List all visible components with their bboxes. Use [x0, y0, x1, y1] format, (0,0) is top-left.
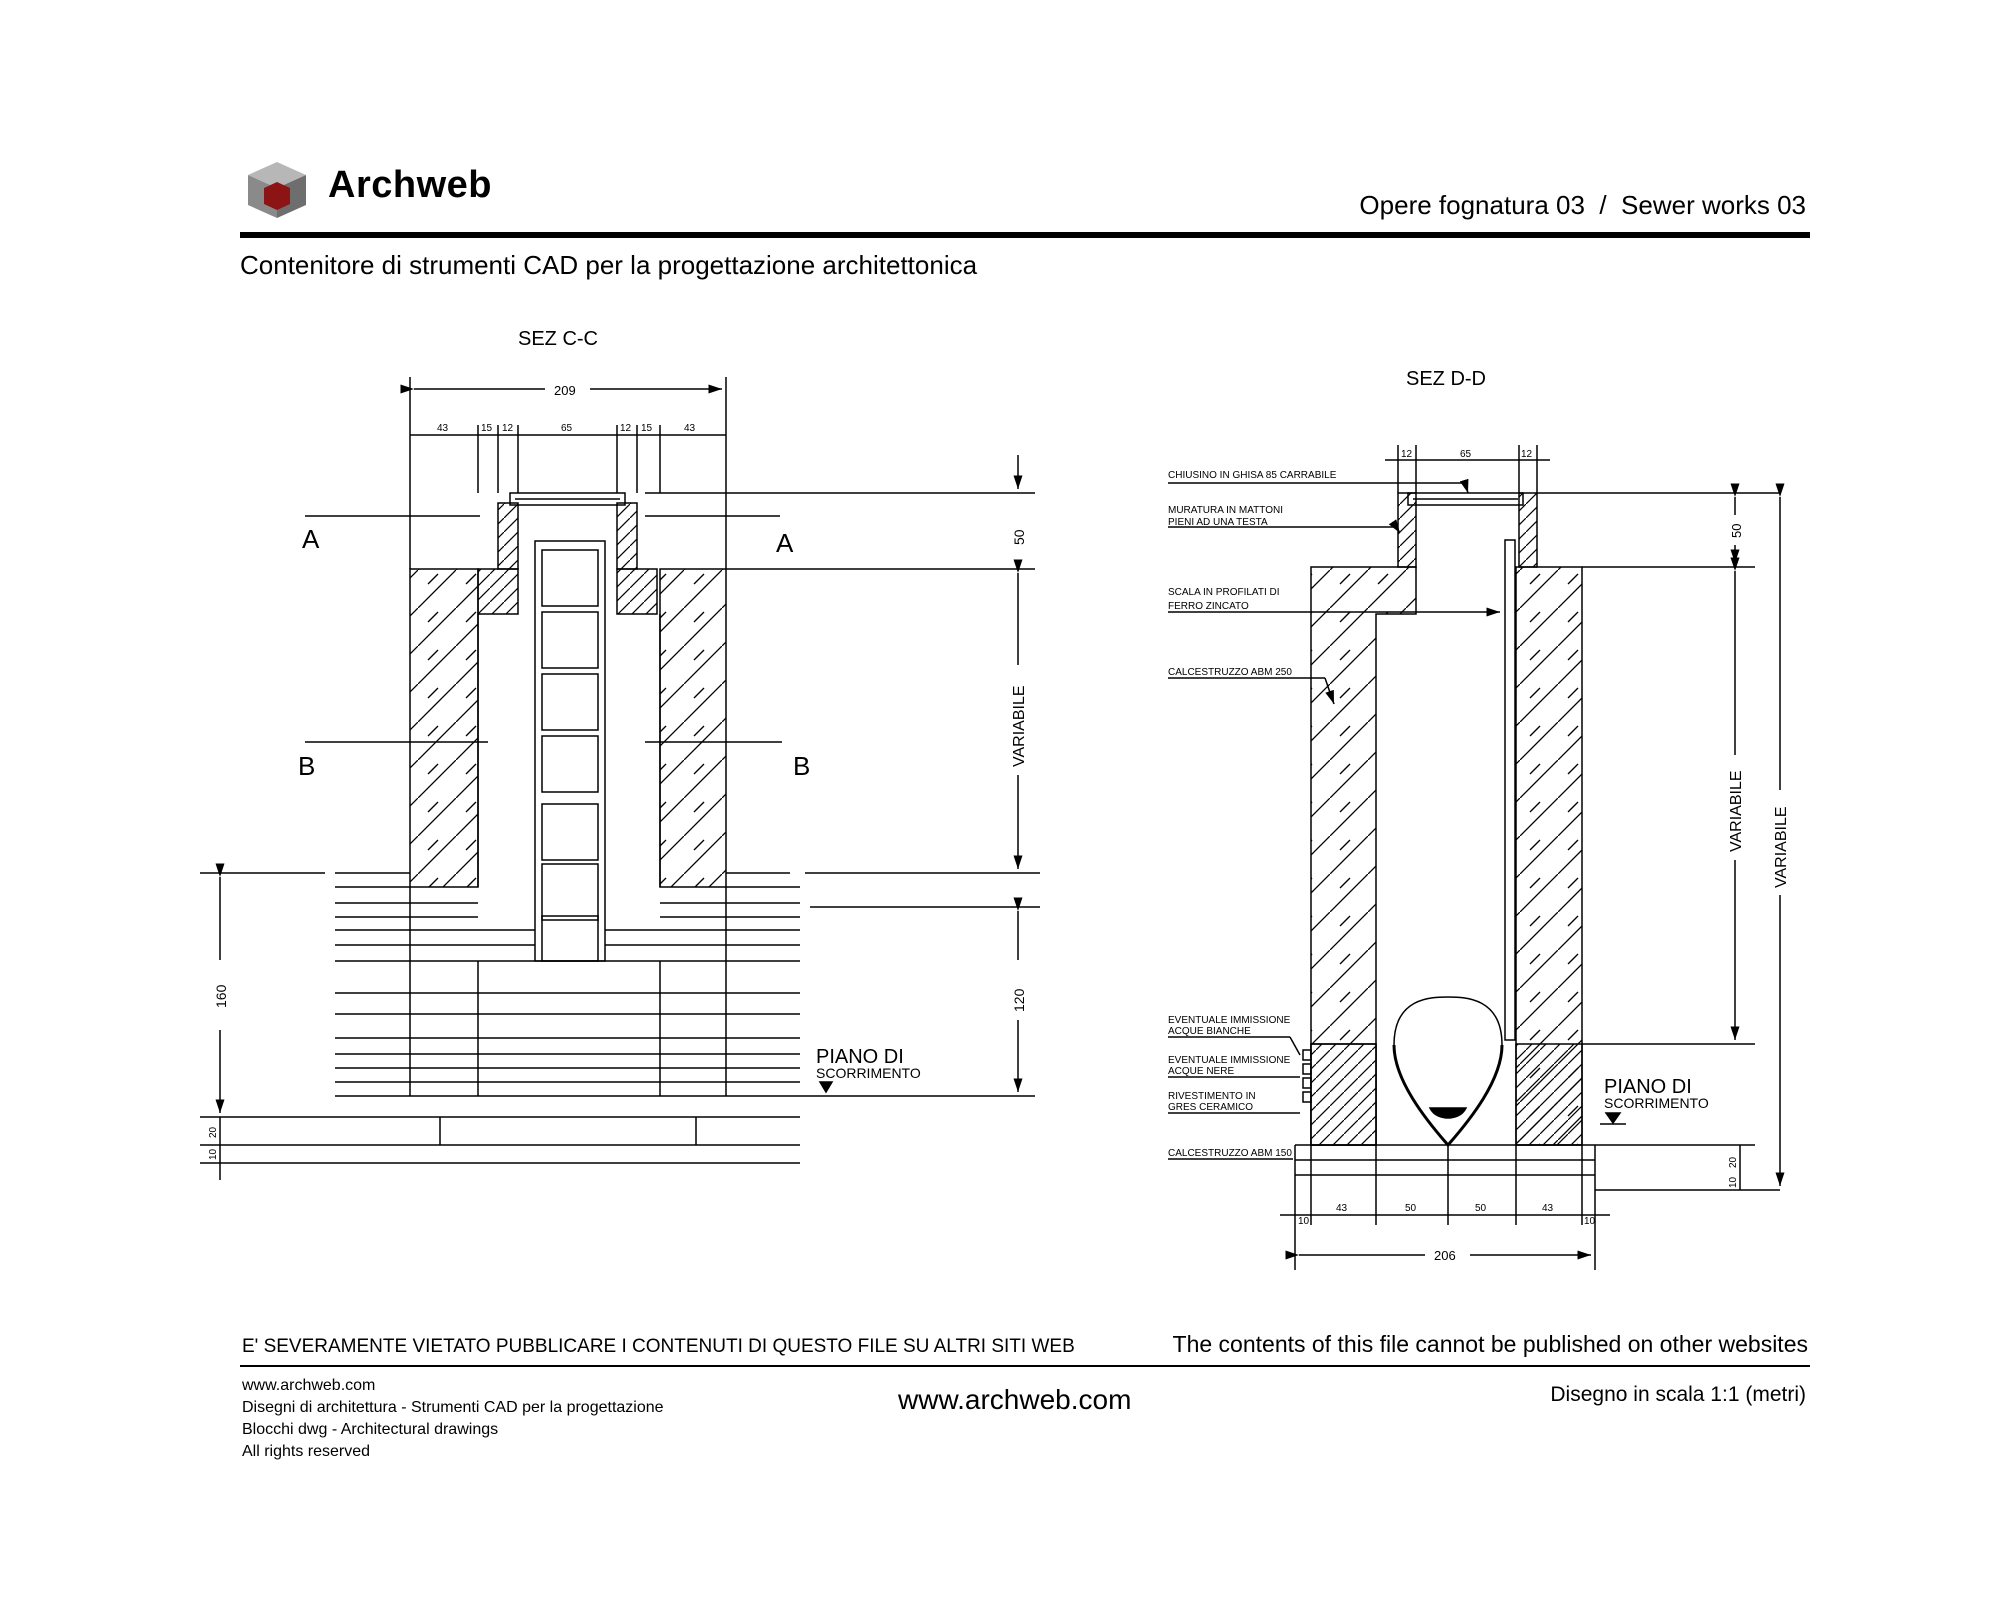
footer-info-line: Disegni di architettura - Strumenti CAD per la progettazione	[242, 1399, 664, 1416]
section-dd-bottom-dim: 43	[1336, 1203, 1348, 1214]
section-cc-dim-20: 20	[208, 1126, 219, 1138]
label-ladder: SCALA IN PROFILATI DI	[1168, 587, 1280, 598]
section-dd-dim-20: 20	[1728, 1156, 1739, 1168]
footer-url: www.archweb.com	[898, 1384, 1132, 1415]
section-dd-drawing	[1295, 493, 1780, 1190]
section-cc-dim-part: 15	[641, 423, 653, 434]
label-concrete-150: CALCESTRUZZO ABM 150	[1168, 1148, 1292, 1159]
section-dd-dim-part: 65	[1460, 449, 1472, 460]
label-concrete-250: CALCESTRUZZO ABM 250	[1168, 667, 1292, 678]
section-dd-dim-variable-total: VARIABILE	[1773, 806, 1790, 888]
section-cc-dim-120: 120	[1011, 988, 1027, 1012]
brand-name: Archweb	[328, 164, 492, 206]
section-dd-total-dim: 206	[1434, 1248, 1456, 1263]
label-masonry: MURATURA IN MATTONI	[1168, 505, 1283, 516]
section-cc-title: SEZ C-C	[518, 328, 598, 350]
warning-english: The contents of this file cannot be published on other websites	[1172, 1331, 1808, 1357]
section-mark-a-right: A	[776, 528, 794, 558]
section-cc-total-dim: 209	[554, 383, 576, 398]
section-cc-dim-part: 43	[684, 423, 696, 434]
section-cc-dim-part: 65	[561, 423, 573, 434]
label-white-water-2: ACQUE BIANCHE	[1168, 1026, 1251, 1037]
section-dd-flow-label: PIANO DI	[1604, 1076, 1692, 1098]
section-cc-flow-label: PIANO DI	[816, 1046, 904, 1068]
section-cc-dim-160: 160	[213, 984, 229, 1008]
section-dd-bottom-dim: 10	[1584, 1216, 1596, 1227]
section-cc-dim-part: 12	[502, 423, 514, 434]
footer-info-line: Blocchi dwg - Architectural drawings	[242, 1421, 499, 1438]
section-dd-bottom-dim: 50	[1405, 1203, 1417, 1214]
section-dd-bottom-dim: 50	[1475, 1203, 1487, 1214]
section-dd-flow-label-2: SCORRIMENTO	[1604, 1095, 1709, 1111]
section-cc-dim-part: 43	[437, 423, 449, 434]
warning-italian: E' SEVERAMENTE VIETATO PUBBLICARE I CONTENUTI DI QUESTO FILE SU ALTRI SITI WEB	[242, 1336, 1075, 1357]
label-masonry-2: PIENI AD UNA TESTA	[1168, 517, 1268, 528]
footer-info	[242, 1375, 664, 1463]
label-black-water-2: ACQUE NERE	[1168, 1066, 1235, 1077]
label-cover: CHIUSINO IN GHISA 85 CARRABILE	[1168, 470, 1337, 481]
section-dd-dim-10: 10	[1728, 1176, 1739, 1188]
drawing-scale: Disegno in scala 1:1 (metri)	[1550, 1383, 1806, 1406]
section-cc-dim-10: 10	[208, 1148, 219, 1160]
page-subtitle: Contenitore di strumenti CAD per la progettazione architettonica	[240, 250, 978, 280]
label-white-water: EVENTUALE IMMISSIONE	[1168, 1015, 1291, 1026]
section-dd-bottom-dim: 10	[1298, 1216, 1310, 1227]
section-cc-dim-part: 15	[481, 423, 493, 434]
section-cc-drawing	[200, 493, 1040, 1163]
footer-info-line: www.archweb.com	[242, 1377, 376, 1394]
label-lining: RIVESTIMENTO IN	[1168, 1091, 1256, 1102]
section-mark-b-right: B	[793, 751, 811, 781]
section-mark-b-left: B	[298, 751, 316, 781]
section-dd-bottom-dim: 43	[1542, 1203, 1554, 1214]
label-ladder-2: FERRO ZINCATO	[1168, 601, 1249, 612]
section-dd-title: SEZ D-D	[1406, 368, 1486, 390]
page-title: Opere fognatura 03 / Sewer works 03	[1359, 190, 1806, 220]
section-cc-dim-part: 12	[620, 423, 632, 434]
section-cc-flow-label-2: SCORRIMENTO	[816, 1065, 921, 1081]
section-dd-dim-50: 50	[1729, 523, 1744, 538]
footer-rule	[240, 1365, 1810, 1367]
label-black-water: EVENTUALE IMMISSIONE	[1168, 1055, 1291, 1066]
section-cc-dim-50: 50	[1011, 529, 1027, 545]
section-dd-dim-variable: VARIABILE	[1728, 770, 1745, 852]
label-lining-2: GRES CERAMICO	[1168, 1102, 1254, 1113]
section-mark-a-left: A	[302, 524, 320, 554]
section-dd-dim-part: 12	[1521, 449, 1533, 460]
footer-info-line: All rights reserved	[242, 1443, 371, 1460]
section-dd-dim-part: 12	[1401, 449, 1413, 460]
section-cc-dim-variable: VARIABILE	[1011, 685, 1028, 767]
